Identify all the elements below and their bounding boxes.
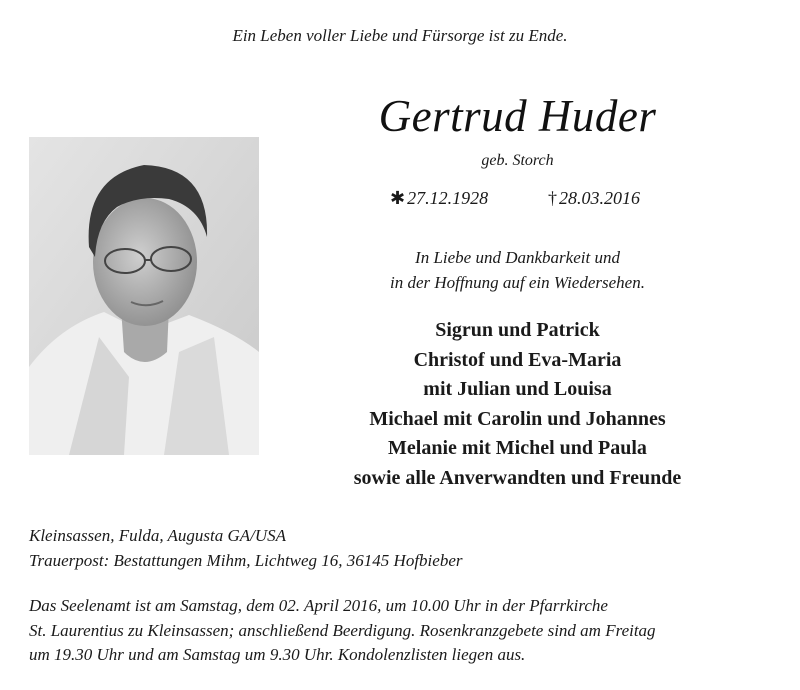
birth-star-icon: ✱: [390, 188, 406, 208]
death-date: 28.03.2016: [559, 188, 640, 208]
death-date-line: [548, 188, 640, 209]
deceased-name: Gertrud Huder: [378, 91, 657, 141]
maiden-name: geb. Storch: [481, 152, 554, 169]
notice-line: Das Seelenamt ist am Samstag, dem 02. April 2016, um 10.00 Uhr in der Pfarrkirche: [29, 596, 608, 615]
place-and-address: [29, 523, 462, 573]
condolence-line: in der Hoffnung auf ein Wiedersehen.: [390, 273, 645, 292]
portrait-photo: [29, 137, 259, 455]
birth-date-line: [390, 188, 488, 209]
mourner-line: Melanie mit Michel und Paula: [388, 437, 647, 459]
mourner-line: Sigrun und Patrick: [435, 319, 600, 341]
condolence-line: In Liebe und Dankbarkeit und: [415, 248, 620, 267]
mourner-line: sowie alle Anverwandten und Freunde: [353, 466, 682, 489]
intro-line: Ein Leben voller Liebe und Fürsorge ist zu Ende.: [232, 26, 568, 45]
mourner-line: Christof und Eva-Maria: [413, 348, 622, 371]
notice-line: St. Laurentius zu Kleinsassen; anschließend Beerdigung. Rosenkranzgebete sind am Freitag: [29, 620, 656, 640]
condolence-text: [330, 245, 705, 295]
birth-date: 27.12.1928: [407, 188, 489, 208]
death-cross-icon: †: [548, 188, 557, 208]
address-line: Trauerpost: Bestattungen Mihm, Lichtweg 16, 36145 Hofbieber: [29, 551, 463, 570]
mourner-line: mit Julian und Louisa: [423, 378, 612, 400]
mourner-line: Michael mit Carolin und Johannes: [369, 407, 666, 430]
funeral-notice: [29, 594, 771, 668]
mourners-list: [310, 316, 725, 493]
notice-line: um 19.30 Uhr und am Samstag um 9.30 Uhr. Kondolenzlisten liegen aus.: [29, 645, 526, 664]
place-line: Kleinsassen, Fulda, Augusta GA/USA: [29, 526, 287, 545]
